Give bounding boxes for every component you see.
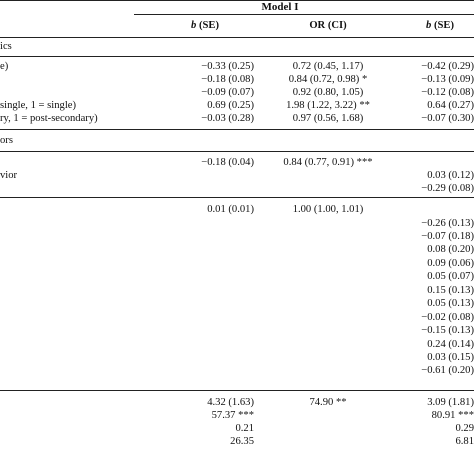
- cell-b: −0.33 (0.25): [201, 61, 254, 72]
- column-header-b-se: [165, 21, 245, 32]
- section-label-factors: ors: [0, 135, 13, 146]
- column-header-b2-se: [405, 21, 474, 32]
- table-top-rule: [0, 0, 474, 1]
- cell-b2: 0.64 (0.27): [427, 100, 474, 111]
- section-rule-5: [0, 390, 474, 391]
- cell-or: 0.97 (0.56, 1.68): [292, 113, 364, 124]
- cell-b: 4.32 (1.63): [207, 397, 254, 408]
- section-rule-1: [0, 56, 474, 57]
- cell-b2: −0.29 (0.08): [421, 183, 474, 194]
- cell-or: 1.98 (1.22, 3.22) **: [286, 100, 370, 111]
- row-label-7: vior: [0, 170, 18, 181]
- cell-b2: 0.09 (0.06): [427, 258, 474, 269]
- cell-b: −0.18 (0.08): [201, 74, 254, 85]
- cell-or: 1.00 (1.00, 1.01): [292, 204, 364, 215]
- cell-b2: −0.07 (0.18): [421, 231, 474, 242]
- cell-or: 0.84 (0.72, 0.98) *: [288, 74, 368, 85]
- row-label-1: e): [0, 61, 9, 72]
- cell-b2: −0.07 (0.30): [421, 113, 474, 124]
- column-header-b-suffix: (SE): [198, 20, 219, 31]
- cell-b2: −0.12 (0.08): [421, 87, 474, 98]
- cell-b2: 0.05 (0.07): [427, 271, 474, 282]
- cell-b: −0.09 (0.07): [201, 87, 254, 98]
- cell-b: 0.01 (0.01): [207, 204, 254, 215]
- header-bottom-rule: [0, 37, 474, 38]
- cell-b2: 0.24 (0.14): [427, 339, 474, 350]
- cell-b2: 0.08 (0.20): [427, 244, 474, 255]
- column-header-b-prefix: b: [191, 20, 197, 31]
- cell-b: 26.35: [230, 436, 254, 447]
- row-label-4: single, 1 = single): [0, 100, 77, 111]
- cell-b2: 0.29: [455, 423, 474, 434]
- cell-or: 74.90 **: [309, 397, 347, 408]
- cell-b: 0.21: [235, 423, 254, 434]
- cell-b: 0.69 (0.25): [207, 100, 254, 111]
- cell-or: 0.92 (0.80, 1.05): [292, 87, 364, 98]
- cell-b2: 0.15 (0.13): [427, 285, 474, 296]
- cell-b2: 0.03 (0.15): [427, 352, 474, 363]
- cell-b2: 0.03 (0.12): [427, 170, 474, 181]
- cell-or: 0.84 (0.77, 0.91) ***: [283, 157, 373, 168]
- column-header-b2-prefix: b: [426, 20, 432, 31]
- cell-b: −0.18 (0.04): [201, 157, 254, 168]
- cell-or: 0.72 (0.45, 1.17): [292, 61, 364, 72]
- section-label-demographics: ics: [0, 41, 12, 52]
- model-underline: [134, 14, 474, 15]
- cell-b2: 80.91 ***: [431, 410, 474, 421]
- cell-b2: 0.05 (0.13): [427, 298, 474, 309]
- cell-b2: −0.13 (0.09): [421, 74, 474, 85]
- column-header-b2-suffix: (SE): [433, 20, 454, 31]
- cell-b2: −0.26 (0.13): [421, 218, 474, 229]
- cell-b2: 3.09 (1.81): [427, 397, 474, 408]
- cell-b: −0.03 (0.28): [201, 113, 254, 124]
- cell-b2: −0.02 (0.08): [421, 312, 474, 323]
- section-rule-4: [0, 197, 474, 198]
- section-rule-3: [0, 151, 474, 152]
- section-rule-2: [0, 129, 474, 130]
- cell-b2: −0.42 (0.29): [421, 61, 474, 72]
- row-label-5: ry, 1 = post-secondary): [0, 113, 98, 124]
- cell-b2: −0.61 (0.20): [421, 365, 474, 376]
- column-header-or-ci: OR (CI): [309, 20, 347, 31]
- model-title: Model I: [261, 1, 299, 13]
- cell-b2: 6.81: [455, 436, 474, 447]
- cell-b: 57.37 ***: [211, 410, 254, 421]
- cell-b2: −0.15 (0.13): [421, 325, 474, 336]
